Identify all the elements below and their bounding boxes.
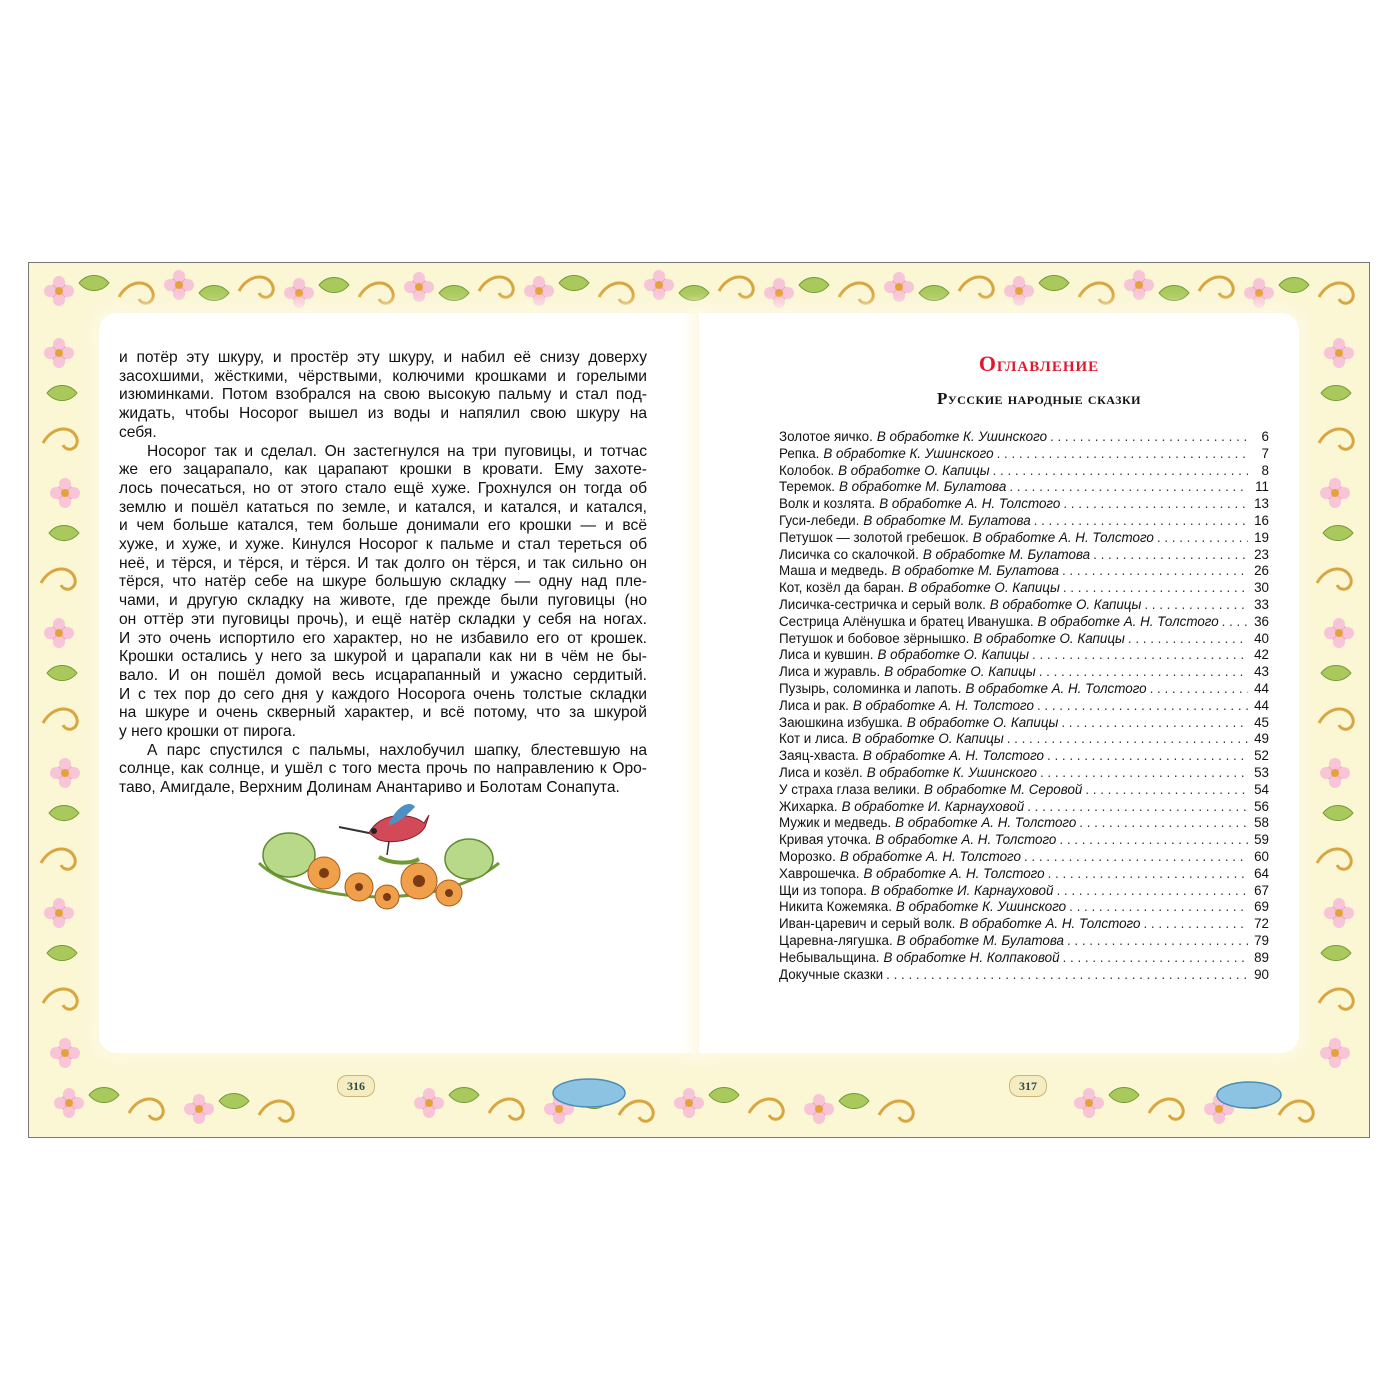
toc-dot-leader: [1063, 580, 1248, 597]
toc-entry[interactable]: [779, 731, 1269, 748]
story-text: [119, 349, 647, 798]
toc-entry[interactable]: [779, 446, 1269, 463]
toc-dot-leader: [1128, 631, 1248, 648]
toc-entry-title: Иван-царевич и серый волк.: [779, 916, 956, 932]
story-line: неё, и тёрся, и тёрся, и тёрся. И так долго он тёрся, и так сильно он: [119, 554, 647, 572]
toc-entry-author: В обработке О. Капицы: [973, 630, 1125, 646]
story-line: на шкуре и очень скверный характер, и всё потому, что за шкурой: [119, 704, 647, 722]
toc-entry-page: 56: [1254, 798, 1269, 814]
toc-entry[interactable]: [779, 782, 1269, 799]
toc-entry-title: Никита Кожемяка.: [779, 899, 892, 915]
toc-dot-leader: [1067, 933, 1248, 950]
story-line: вало. И он пошёл домой весь исцарапанный и ужасно сердитый.: [119, 666, 647, 684]
toc-entry-title: Лиса и рак.: [779, 697, 849, 713]
toc-entry-title: Лисичка-сестричка и серый волк.: [779, 596, 986, 612]
toc-entry-author: В обработке А. Н. Толстого: [879, 496, 1061, 512]
story-line: же его зацарапало, как царапают крошки в кровати. Ему захоте-: [119, 461, 647, 479]
toc-entry-page: 36: [1254, 613, 1269, 629]
toc-entry-author: В обработке О. Капицы: [838, 462, 990, 478]
toc-entry[interactable]: [779, 765, 1269, 782]
toc-dot-leader: [1037, 698, 1248, 715]
toc-entry-author: В обработке М. Булатова: [863, 512, 1031, 528]
story-line: И с тех пор до сего дня у каждого Носорога очень толстые складки: [119, 685, 647, 703]
toc-entry-title: Небывальщина.: [779, 949, 880, 965]
toc-entry-page: 67: [1254, 882, 1269, 898]
toc-entry-author: В обработке К. Ушинского: [823, 445, 994, 461]
toc-dot-leader: [1039, 664, 1248, 681]
story-line: изюминками. Потом взобрался на свою высокую пальму и стал под-: [119, 386, 647, 404]
toc-entry-title: Теремок.: [779, 479, 836, 495]
toc-entry-page: 64: [1254, 865, 1269, 881]
bird-flowers-illustration: [239, 793, 519, 933]
toc-entry-page: 42: [1254, 647, 1269, 663]
toc-entry[interactable]: [779, 681, 1269, 698]
toc-entry-author: В обработке О. Капицы: [852, 731, 1004, 747]
toc-entry-title: Лиса и журавль.: [779, 664, 881, 680]
toc-entry-author: В обработке А. Н. Толстого: [965, 680, 1147, 696]
toc-entry-page: 72: [1254, 916, 1269, 932]
toc-entry[interactable]: [779, 916, 1269, 933]
toc-entry-page: 7: [1261, 445, 1269, 461]
toc-entry-title: Волк и козлята.: [779, 496, 876, 512]
toc-entry[interactable]: [779, 967, 1269, 984]
toc-dot-leader: [1063, 496, 1248, 513]
toc-entry-page: 59: [1254, 832, 1269, 848]
toc-dot-leader: [1063, 950, 1248, 967]
toc-entry-title: Жихарка.: [779, 798, 838, 814]
toc-entry-title: Щи из топора.: [779, 882, 867, 898]
story-line: засохшими, жёсткими, чёрствыми, колючими крошками и горелыми: [119, 367, 647, 385]
toc-entry-page: 23: [1254, 546, 1269, 562]
story-line: землю и пошёл кататься по земле, и катался, и катался, и катался,: [119, 498, 647, 516]
toc-entry-author: В обработке А. Н. Толстого: [839, 848, 1021, 864]
toc-entry-author: В обработке А. Н. Толстого: [863, 865, 1045, 881]
toc-entry[interactable]: [779, 950, 1269, 967]
toc-dot-leader: [1032, 647, 1248, 664]
bird-icon: [339, 804, 429, 855]
story-line: Крошки остались у него за шкурой и царапали как ни в чём не бы-: [119, 648, 647, 666]
toc-dot-leader: [997, 446, 1248, 463]
toc-dot-leader: [1085, 782, 1248, 799]
toc-list: [779, 429, 1269, 983]
toc-entry-author: В обработке О. Капицы: [989, 596, 1142, 612]
toc-entry-author: В обработке М. Булатова: [891, 563, 1059, 579]
story-line: лось почесаться, но от этого стало ещё хуже. Грохнулся он тогда об: [119, 479, 647, 497]
toc-dot-leader: [886, 967, 1248, 984]
toc-dot-leader: [1047, 748, 1248, 765]
toc-entry[interactable]: [779, 664, 1269, 681]
story-line: И это очень испортило его характер, но не избавило его от крошек.: [119, 629, 647, 647]
toc-entry-title: Кривая уточка.: [779, 832, 872, 848]
toc-entry[interactable]: [779, 815, 1269, 832]
story-line: тёрся, что натёр себе на шкуре большую складку — одну над пле-: [119, 573, 647, 591]
story-line: он оттёр эти пуговицы прочь), и ещё натёр складки у себя на ногах.: [119, 610, 647, 628]
toc-entry-author: В обработке А. Н. Толстого: [972, 529, 1154, 545]
toc-entry[interactable]: [779, 496, 1269, 513]
toc-entry-page: 30: [1254, 580, 1269, 596]
toc-entry-page: 44: [1254, 680, 1269, 696]
toc-subheading: Русские народные сказки: [936, 389, 1142, 408]
toc-entry-page: 33: [1254, 596, 1269, 612]
toc-entry[interactable]: [779, 530, 1269, 547]
toc-entry-page: 13: [1254, 496, 1269, 512]
toc-dot-leader: [1024, 849, 1248, 866]
toc-entry-page: 53: [1254, 764, 1269, 780]
toc-entry-author: В обработке М. Булатова: [839, 479, 1007, 495]
toc-entry-title: Хаврошечка.: [779, 865, 860, 881]
toc-entry[interactable]: [779, 883, 1269, 900]
toc-entry-author: В обработке А. Н. Толстого: [895, 815, 1077, 831]
toc-dot-leader: [1009, 479, 1248, 496]
toc-entry-author: В обработке О. Капицы: [906, 714, 1059, 730]
toc-entry-author: В обработке М. Булатова: [922, 546, 1091, 562]
toc-entry-author: В обработке А. Н. Толстого: [862, 748, 1044, 764]
story-line: и чем больше катался, тем больше донимали его крошки — и всё: [119, 517, 647, 535]
toc-entry-page: 52: [1254, 748, 1269, 764]
toc-entry-title: У страха глаза велики.: [779, 781, 920, 797]
toc-entry[interactable]: [779, 429, 1269, 446]
toc-dot-leader: [1093, 547, 1248, 564]
toc-dot-leader: [1069, 899, 1248, 916]
toc-entry-page: 49: [1254, 731, 1269, 747]
toc-entry-page: 8: [1261, 462, 1269, 478]
toc-entry-title: Кот и лиса.: [779, 731, 849, 747]
toc-dot-leader: [1027, 799, 1248, 816]
toc-entry[interactable]: [779, 463, 1269, 480]
toc-entry-page: 6: [1261, 429, 1269, 444]
toc-entry-author: В обработке А. Н. Толстого: [875, 832, 1057, 848]
toc-entry-author: В обработке Н. Колпаковой: [883, 949, 1060, 965]
story-line: жидать, чтобы Носорог вышел из воды и напялил свою шкуру на: [119, 405, 647, 423]
toc-entry-author: В обработке М. Серовой: [924, 781, 1083, 797]
toc-entry[interactable]: [779, 933, 1269, 950]
toc-dot-leader: [1157, 530, 1248, 547]
toc-entry-author: В обработке О. Капицы: [877, 647, 1030, 663]
toc-dot-leader: [1050, 429, 1248, 446]
toc-dot-leader: [1061, 715, 1248, 732]
toc-entry[interactable]: [779, 580, 1269, 597]
toc-dot-leader: [1144, 597, 1248, 614]
toc-entry-title: Мужик и медведь.: [779, 815, 892, 831]
toc-entry-page: 69: [1254, 899, 1269, 915]
page-number-left: 316: [337, 1075, 375, 1097]
toc-entry-author: В обработке М. Булатова: [896, 932, 1064, 948]
story-line: у него крошки от пирога.: [119, 723, 296, 741]
toc-entry-title: Колобок.: [779, 462, 835, 478]
toc-entry-page: 45: [1254, 714, 1269, 730]
toc-entry-author: В обработке К. Ушинского: [866, 764, 1037, 780]
toc-entry-title: Петушок — золотой гребешок.: [779, 529, 969, 545]
toc-entry-page: 89: [1254, 949, 1269, 965]
toc-entry[interactable]: [779, 715, 1269, 732]
toc-entry[interactable]: [779, 547, 1269, 564]
toc-entry-page: 79: [1254, 932, 1269, 948]
toc-dot-leader: [1056, 883, 1248, 900]
toc-dot-leader: [1048, 866, 1248, 883]
toc-entry-title: Заяц-хваста.: [779, 748, 859, 764]
toc-entry-page: 60: [1254, 848, 1269, 864]
toc-dot-leader: [1062, 563, 1248, 580]
toc-entry-author: В обработке А. Н. Толстого: [1037, 613, 1219, 629]
toc-entry[interactable]: [779, 849, 1269, 866]
toc-dot-leader: [1222, 614, 1248, 631]
toc-entry-page: 26: [1254, 563, 1269, 579]
story-line: себя.: [119, 423, 157, 441]
toc-entry-title: Петушок и бобовое зёрнышко.: [779, 630, 970, 646]
page-number-right: 317: [1009, 1075, 1047, 1097]
toc-entry-title: Маша и медведь.: [779, 563, 888, 579]
toc-entry-page: 90: [1254, 966, 1269, 982]
toc-dot-leader: [1150, 681, 1248, 698]
toc-entry[interactable]: [779, 479, 1269, 496]
toc-entry-title: Лисичка со скалочкой.: [779, 546, 919, 562]
toc-entry[interactable]: [779, 799, 1269, 816]
story-line: А парс спустился с пальмы, нахлобучил шапку, блестевшую на: [147, 741, 647, 759]
story-line: таво, Амигдале, Верхним Долинам Анантариво и Болотам Сонапута.: [119, 779, 620, 797]
toc-entry-page: 58: [1254, 815, 1269, 831]
toc-entry-title: Докучные сказки: [779, 966, 884, 982]
toc-entry-title: Морозко.: [779, 848, 836, 864]
toc-entry-page: 40: [1254, 630, 1269, 646]
toc-entry[interactable]: [779, 899, 1269, 916]
toc-entry[interactable]: [779, 614, 1269, 631]
book-spread: [28, 262, 1370, 1138]
toc-entry-author: В обработке И. Карнауховой: [870, 882, 1054, 898]
story-line: Носорог так и сделал. Он застегнулся на три пуговицы, и тотчас: [147, 442, 647, 460]
toc-entry-title: Пузырь, соломинка и лапоть.: [779, 680, 962, 696]
toc-entry-page: 43: [1254, 664, 1269, 680]
toc-entry-title: Лиса и кувшин.: [779, 647, 874, 663]
toc-entry-author: В обработке О. Капицы: [908, 580, 1060, 596]
toc-dot-leader: [1007, 731, 1248, 748]
toc-entry-title: Царевна-лягушка.: [779, 932, 893, 948]
story-line: чами, и другую складку на животе, где прежде были пуговицы (но: [119, 592, 647, 610]
toc-entry[interactable]: [779, 631, 1269, 648]
toc-entry-title: Гуси-лебеди.: [779, 512, 860, 528]
toc-entry[interactable]: [779, 647, 1269, 664]
story-line: и потёр эту шкуру, и простёр эту шкуру, и набил её снизу доверху: [119, 349, 647, 366]
toc-entry[interactable]: [779, 597, 1269, 614]
toc-entry-page: 11: [1255, 479, 1269, 495]
toc-entry-title: Заюшкина избушка.: [779, 714, 903, 730]
toc-entry[interactable]: [779, 866, 1269, 883]
toc-entry-author: В обработке И. Карнауховой: [841, 798, 1025, 814]
toc-dot-leader: [1034, 513, 1248, 530]
story-line: солнце, как солнце, и ушёл с того места прочь по направлению к Оро-: [119, 760, 647, 778]
toc-entry[interactable]: [779, 513, 1269, 530]
toc-entry-author: В обработке О. Капицы: [884, 664, 1036, 680]
story-line: хуже, и хуже, и хуже. Кинулся Носорог к пальме и стал тереться об: [119, 536, 647, 554]
toc-entry[interactable]: [779, 832, 1269, 849]
toc-entry-title: Золотое яичко.: [779, 429, 873, 444]
toc-entry-author: В обработке А. Н. Толстого: [852, 697, 1034, 713]
toc-entry[interactable]: [779, 698, 1269, 715]
toc-dot-leader: [1040, 765, 1248, 782]
toc-entry-title: Репка.: [779, 445, 820, 461]
toc-entry-author: В обработке А. Н. Толстого: [959, 916, 1141, 932]
toc-dot-leader: [1143, 916, 1248, 933]
toc-dot-leader: [1079, 815, 1248, 832]
toc-entry-title: Кот, козёл да баран.: [779, 580, 905, 596]
toc-heading: Оглавление: [978, 351, 1100, 376]
toc-entry-title: Сестрица Алёнушка и братец Иванушка.: [779, 613, 1034, 629]
toc-dot-leader: [993, 463, 1248, 480]
toc-entry-page: 19: [1254, 529, 1269, 545]
toc-entry-page: 16: [1254, 512, 1269, 528]
toc-entry[interactable]: [779, 748, 1269, 765]
toc-entry-title: Лиса и козёл.: [779, 764, 863, 780]
toc-entry-page: 44: [1254, 697, 1269, 713]
toc-entry-author: В обработке К. Ушинского: [876, 429, 1048, 444]
toc-entry-author: В обработке К. Ушинского: [895, 899, 1067, 915]
toc-entry-page: 54: [1254, 781, 1269, 797]
toc-dot-leader: [1059, 832, 1248, 849]
toc-entry[interactable]: [779, 563, 1269, 580]
